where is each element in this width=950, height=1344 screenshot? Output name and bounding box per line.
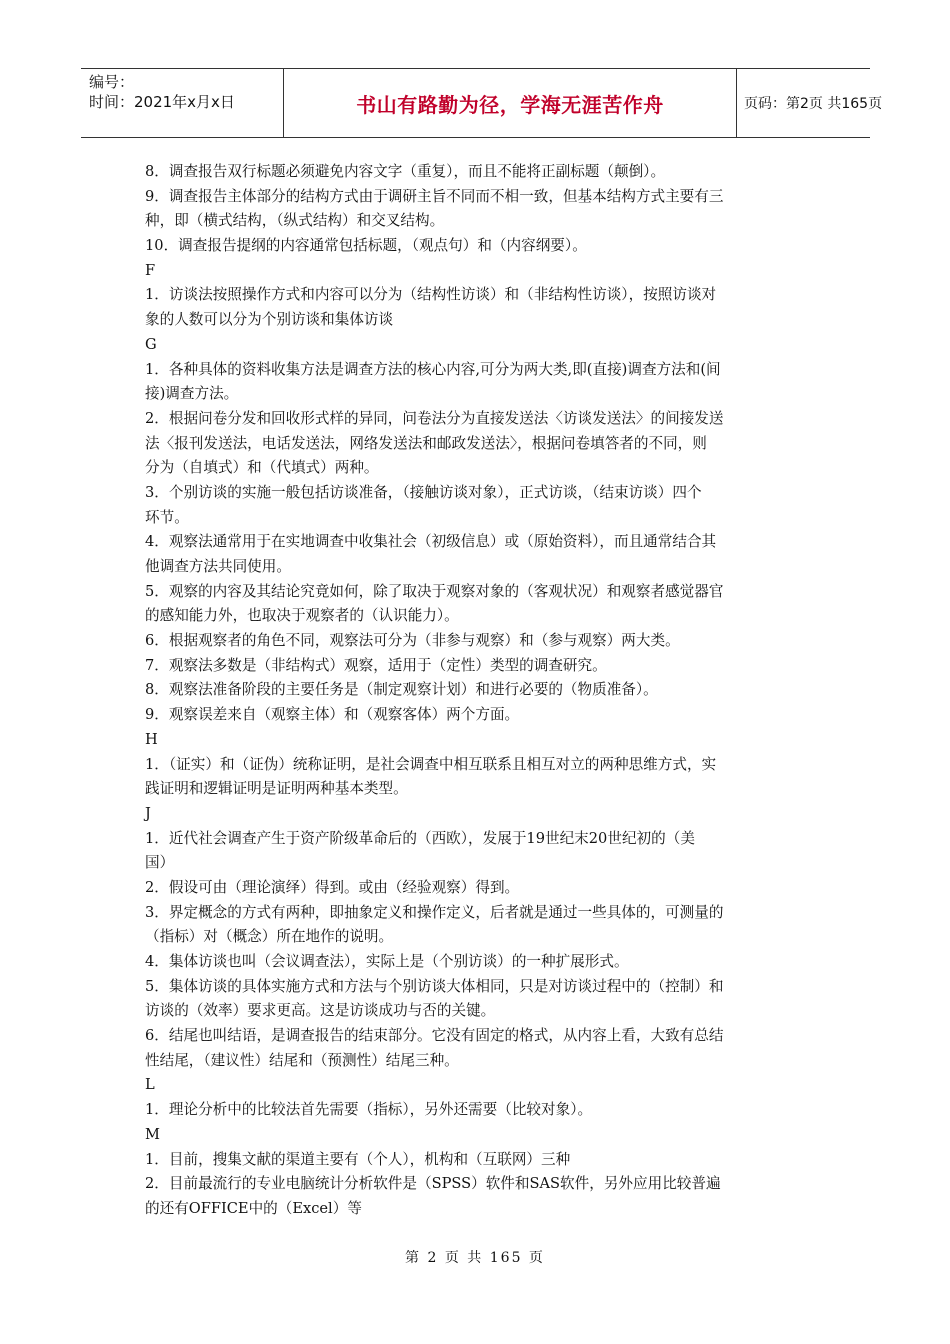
text-line: 1．近代社会调查产生于资产阶级革命后的（西欧），发展于19世纪末20世纪初的（美 — [145, 829, 695, 847]
text-line: 他调查方法共同使用。 — [145, 558, 291, 575]
text-line: 3．个别访谈的实施一般包括访谈准备，（接触访谈对象），正式访谈，（结束访谈）四个 — [145, 483, 702, 501]
page-header — [81, 68, 883, 138]
page-footer: 第 2 页 共 165 页 — [405, 1250, 545, 1266]
text-line: 1．各种具体的资料收集方法是调查方法的核心内容,可分为两大类,即(直接)调查方法和(间 — [145, 360, 721, 378]
text-line: 践证明和逻辑证明是证明两种基本类型。 — [145, 780, 408, 798]
text-line: M — [145, 1125, 160, 1143]
text-line: 2．假设可由（理论演绎）得到。或由（经验观察）得到。 — [145, 878, 520, 896]
text-line: 法〈报刊发送法，电话发送法，网络发送法和邮政发送法〉，根据问卷填答者的不同，则 — [145, 434, 707, 452]
text-line: 1．理论分析中的比较法首先需要（指标），另外还需要（比较对象）。 — [145, 1101, 593, 1119]
text-line: 8．观察法准备阶段的主要任务是（制定观察计划）和进行必要的（物质准备）。 — [145, 681, 658, 699]
document-date: 时间：2021年x月x日 — [89, 93, 235, 111]
text-line: 1．目前，搜集文献的渠道主要有（个人），机构和（互联网）三种 — [145, 1150, 571, 1168]
text-line: 分为（自填式）和（代填式）两种。 — [145, 459, 379, 477]
header-page-info: 页码：第2页 共165页 — [744, 96, 883, 112]
text-line: （指标）对（概念）所在地作的说明。 — [145, 928, 394, 946]
text-line: 5．观察的内容及其结论究竟如何，除了取决于观察对象的（客观状况）和观察者感觉器官 — [145, 582, 724, 600]
text-line: 的还有OFFICE中的（Excel）等 — [145, 1199, 362, 1217]
motto-text: 书山有路勤为径，学海无涯苦作舟 — [356, 92, 664, 117]
text-line: 2．目前最流行的专业电脑统计分析软件是（SPSS）软件和SAS软件，另外应用比较普遍 — [145, 1175, 721, 1193]
header-meta — [81, 69, 283, 137]
document-body — [145, 160, 810, 1222]
text-line: F — [145, 261, 156, 279]
text-line: H — [145, 730, 158, 748]
text-line: 国） — [145, 854, 175, 872]
text-line: 1．（证实）和（证伪）统称证明，是社会调查中相互联系且相互对立的两种思维方式，实 — [145, 755, 717, 773]
text-line: 4．观察法通常用于在实地调查中收集社会（初级信息）或（原始资料），而且通常结合其 — [145, 533, 717, 551]
text-line: G — [145, 335, 157, 353]
text-line: 6．结尾也叫结语，是调查报告的结束部分。它没有固定的格式，从内容上看，大致有总结 — [145, 1027, 724, 1045]
text-line: 9．调查报告主体部分的结构方式由于调研主旨不同而不相一致，但基本结构方式主要有三 — [145, 187, 724, 205]
text-line: 性结尾，（建议性）结尾和（预测性）结尾三种。 — [145, 1051, 459, 1069]
text-line: 访谈的（效率）要求更高。这是访谈成功与否的关键。 — [145, 1002, 496, 1020]
document-number-label: 编号： — [89, 73, 135, 91]
text-line: 1．访谈法按照操作方式和内容可以分为（结构性访谈）和（非结构性访谈），按照访谈对 — [145, 286, 717, 304]
text-line: 5．集体访谈的具体实施方式和方法与个别访谈大体相同，只是对访谈过程中的（控制）和 — [145, 977, 724, 995]
text-line: 环节。 — [145, 508, 189, 526]
text-line: 7．观察法多数是（非结构式）观察，适用于（定性）类型的调查研究。 — [145, 656, 607, 674]
text-line: 4．集体访谈也叫（会议调查法），实际上是（个别访谈）的一种扩展形式。 — [145, 953, 629, 970]
text-line: 6．根据观察者的角色不同，观察法可分为（非参与观察）和（参与观察）两大类。 — [145, 632, 680, 650]
text-line: J — [145, 804, 151, 822]
header-page-cell — [736, 69, 883, 137]
text-line: 的感知能力外，也取决于观察者的（认识能力）。 — [145, 607, 459, 625]
text-line: 种，即（横式结构，（纵式结构）和交叉结构。 — [145, 212, 445, 230]
text-line: 接)调查方法。 — [145, 385, 239, 403]
text-line: 10．调查报告提纲的内容通常包括标题，（观点句）和（内容纲要）。 — [145, 237, 587, 255]
text-line: 3．界定概念的方式有两种，即抽象定义和操作定义，后者就是通过一些具体的，可测量的 — [145, 903, 724, 921]
text-line: 象的人数可以分为个别访谈和集体访谈 — [145, 311, 394, 329]
text-line: L — [145, 1076, 155, 1094]
text-line: 2．根据问卷分发和回收形式样的异同，问卷法分为直接发送法〈访谈发送法〉的间接发送 — [145, 409, 724, 427]
text-line: 8．调查报告双行标题必须避免内容文字（重复），而且不能将正副标题（颠倒）。 — [145, 163, 666, 180]
header-motto-cell — [283, 69, 737, 137]
text-line: 9．观察误差来自（观察主体）和（观察客体）两个方面。 — [145, 706, 520, 724]
